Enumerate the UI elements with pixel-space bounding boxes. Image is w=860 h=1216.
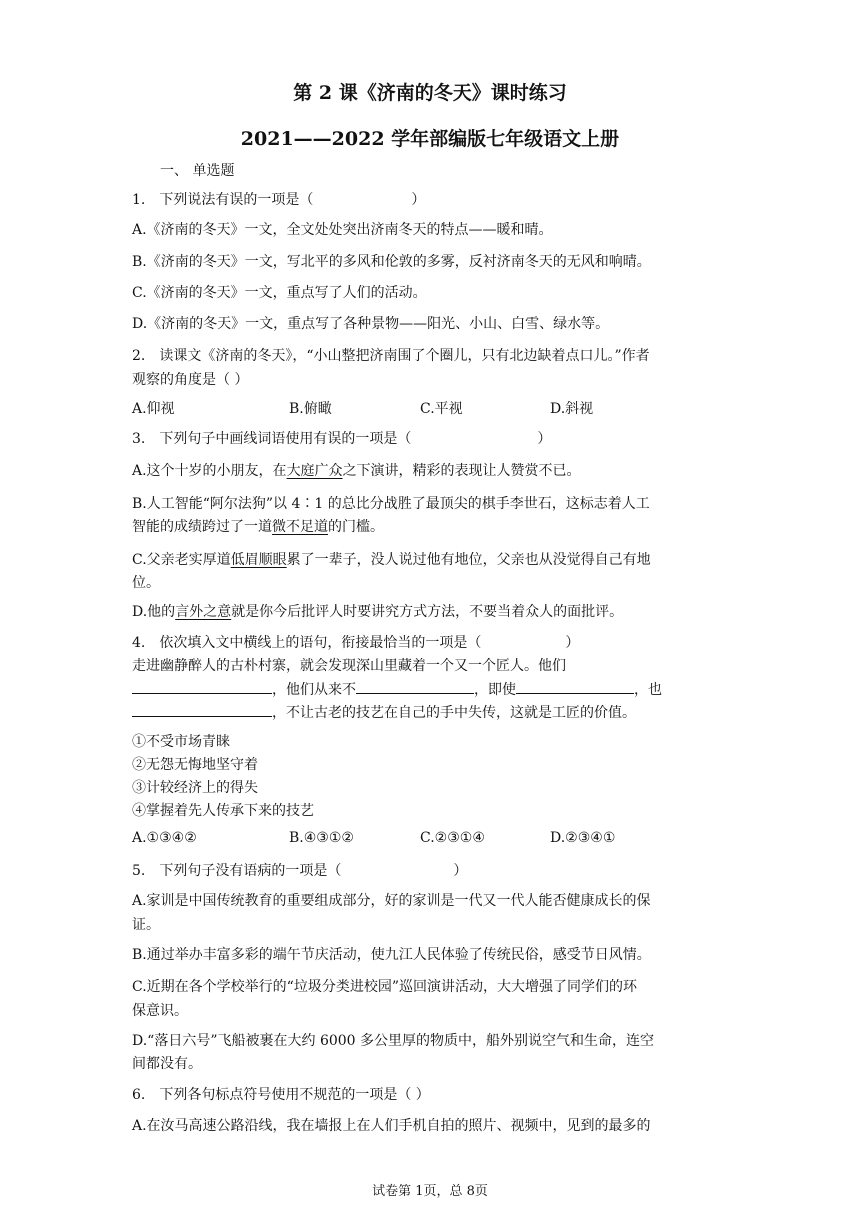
q3-b-text-pre: 智能的成绩跨过了一道	[132, 519, 272, 535]
q1-option-a: A.《济南的冬天》一文，全文处处突出济南冬天的特点——暖和晴。	[132, 222, 553, 238]
q5-option-c-line1: C.近期在各个学校举行的“垃圾分类进校园”巡回演讲活动，大大增强了同学们的环	[132, 979, 637, 995]
q3-option-c-line1	[132, 549, 651, 569]
q2-option-a: A.仰视	[132, 401, 175, 417]
q3-d-underlined: 言外之意	[175, 604, 232, 620]
q2-option-d: D.斜视	[550, 401, 594, 417]
q4-item-1: ①不受市场青睐	[132, 734, 230, 750]
fill-blank-1[interactable]	[132, 678, 272, 694]
q3-b-text-post: 的门槛。	[328, 519, 384, 535]
q4-option-a: A.①③④②	[132, 830, 197, 846]
q3-c-text-post: 累了一辈子，没人说过他有地位，父亲也从没觉得自己有地	[286, 552, 651, 568]
q4-passage-line1: 走进幽静醉人的古朴村寨，就会发现深山里藏着一个又一个匠人。他们	[132, 658, 566, 674]
q3-d-text-pre: D.他的	[132, 604, 176, 620]
q3-option-b-line1: B.人工智能“阿尔法狗”以 4∶1 的总比分战胜了最顶尖的棋手李世石，这标志着人工	[132, 496, 650, 512]
q5-option-b: B.通过举办丰富多彩的端午节庆活动，使九江人民体验了传统民俗，感受节日风情。	[132, 947, 651, 963]
title-grade: 2021——2022 学年部编版七年级语文上册	[240, 128, 620, 150]
q5-option-a-line2: 证。	[132, 917, 160, 933]
q2-option-c: C.平视	[420, 401, 463, 417]
q3-stem: 3. 下列句子中画线词语使用有误的一项是（ ）	[132, 431, 552, 447]
q3-b-underlined: 微不足道	[272, 519, 328, 535]
q4-item-2: ②无怨无悔地坚守着	[132, 757, 258, 773]
q4-item-4: ④掌握着先人传承下来的技艺	[132, 803, 314, 819]
page-footer: 试卷第 1页，总 8页	[372, 1184, 488, 1199]
q4-passage-line3	[132, 701, 636, 722]
q5-option-d-line1: D.“落日六号”飞船被裹在大约 6000 多公里厚的物质中，船外别说空气和生命，连空	[132, 1033, 655, 1049]
q1-stem: 1. 下列说法有误的一项是（ ）	[132, 192, 426, 208]
q3-a-text-pre: A.这个十岁的小朋友，在	[132, 463, 287, 479]
q1-option-d: D.《济南的冬天》一文，重点写了各种景物——阳光、小山、白雪、绿水等。	[132, 316, 610, 332]
q1-option-b: B.《济南的冬天》一文，写北平的多风和伦敦的多雾，反衬济南冬天的无风和响晴。	[132, 254, 651, 270]
q3-c-text-pre: C.父亲老实厚道	[132, 552, 231, 568]
q3-option-d	[132, 601, 623, 621]
q4-passage-seg-c: ，也	[634, 682, 662, 698]
q2-stem-line1: 2. 读课文《济南的冬天》，“小山整把济南围了个圈儿，只有北边缺着点口儿。”作者	[132, 348, 650, 364]
q3-a-underlined: 大庭广众	[286, 463, 343, 479]
section-heading: 一、 单选题	[160, 163, 235, 179]
q2-option-b: B.俯瞰	[289, 401, 332, 417]
q4-option-c: C.②③①④	[420, 830, 485, 846]
q3-option-c-line2: 位。	[132, 575, 160, 591]
q3-c-underlined: 低眉顺眼	[230, 552, 287, 568]
q3-d-text-post: 就是你今后批评人时要讲究方式方法，不要当着众人的面批评。	[231, 604, 624, 620]
q4-passage-seg-b: ，即使	[474, 682, 516, 698]
q5-option-d-line2: 间都没有。	[132, 1056, 202, 1072]
q3-a-text-post: 之下演讲，精彩的表现让人赞赏不已。	[342, 463, 581, 479]
q2-stem-line2: 观察的角度是（ ）	[132, 372, 249, 388]
q4-option-b: B.④③①②	[289, 830, 354, 846]
q5-stem: 5. 下列句子没有语病的一项是（ ）	[132, 863, 468, 879]
fill-blank-3[interactable]	[516, 678, 634, 694]
q4-passage-seg-a: ，他们从来不	[272, 682, 356, 698]
q4-stem: 4. 依次填入文中横线上的语句，衔接最恰当的一项是（ ）	[132, 635, 580, 651]
q5-option-c-line2: 保意识。	[132, 1003, 188, 1019]
q6-option-a-line1: A.在汝马高速公路沿线，我在墙报上在人们手机自拍的照片、视频中，见到的最多的	[132, 1118, 651, 1134]
fill-blank-2[interactable]	[356, 678, 474, 694]
q4-passage-line2	[132, 678, 662, 699]
q4-item-3: ③计较经济上的得失	[132, 780, 258, 796]
q1-option-c: C.《济南的冬天》一文，重点写了人们的活动。	[132, 285, 427, 301]
q5-option-a-line1: A.家训是中国传统教育的重要组成部分，好的家训是一代又一代人能否健康成长的保	[132, 893, 651, 909]
q4-passage-seg-d: ，不让古老的技艺在自己的手中失传，这就是工匠的价值。	[272, 705, 636, 721]
q4-option-d: D.②③④①	[550, 830, 616, 846]
title-lesson: 第 2 课《济南的冬天》课时练习	[293, 82, 567, 104]
q3-option-a	[132, 460, 581, 480]
q3-option-b-line2	[132, 516, 384, 536]
q6-stem: 6. 下列各句标点符号使用不规范的一项是（ ）	[132, 1087, 430, 1103]
fill-blank-4[interactable]	[132, 701, 272, 717]
